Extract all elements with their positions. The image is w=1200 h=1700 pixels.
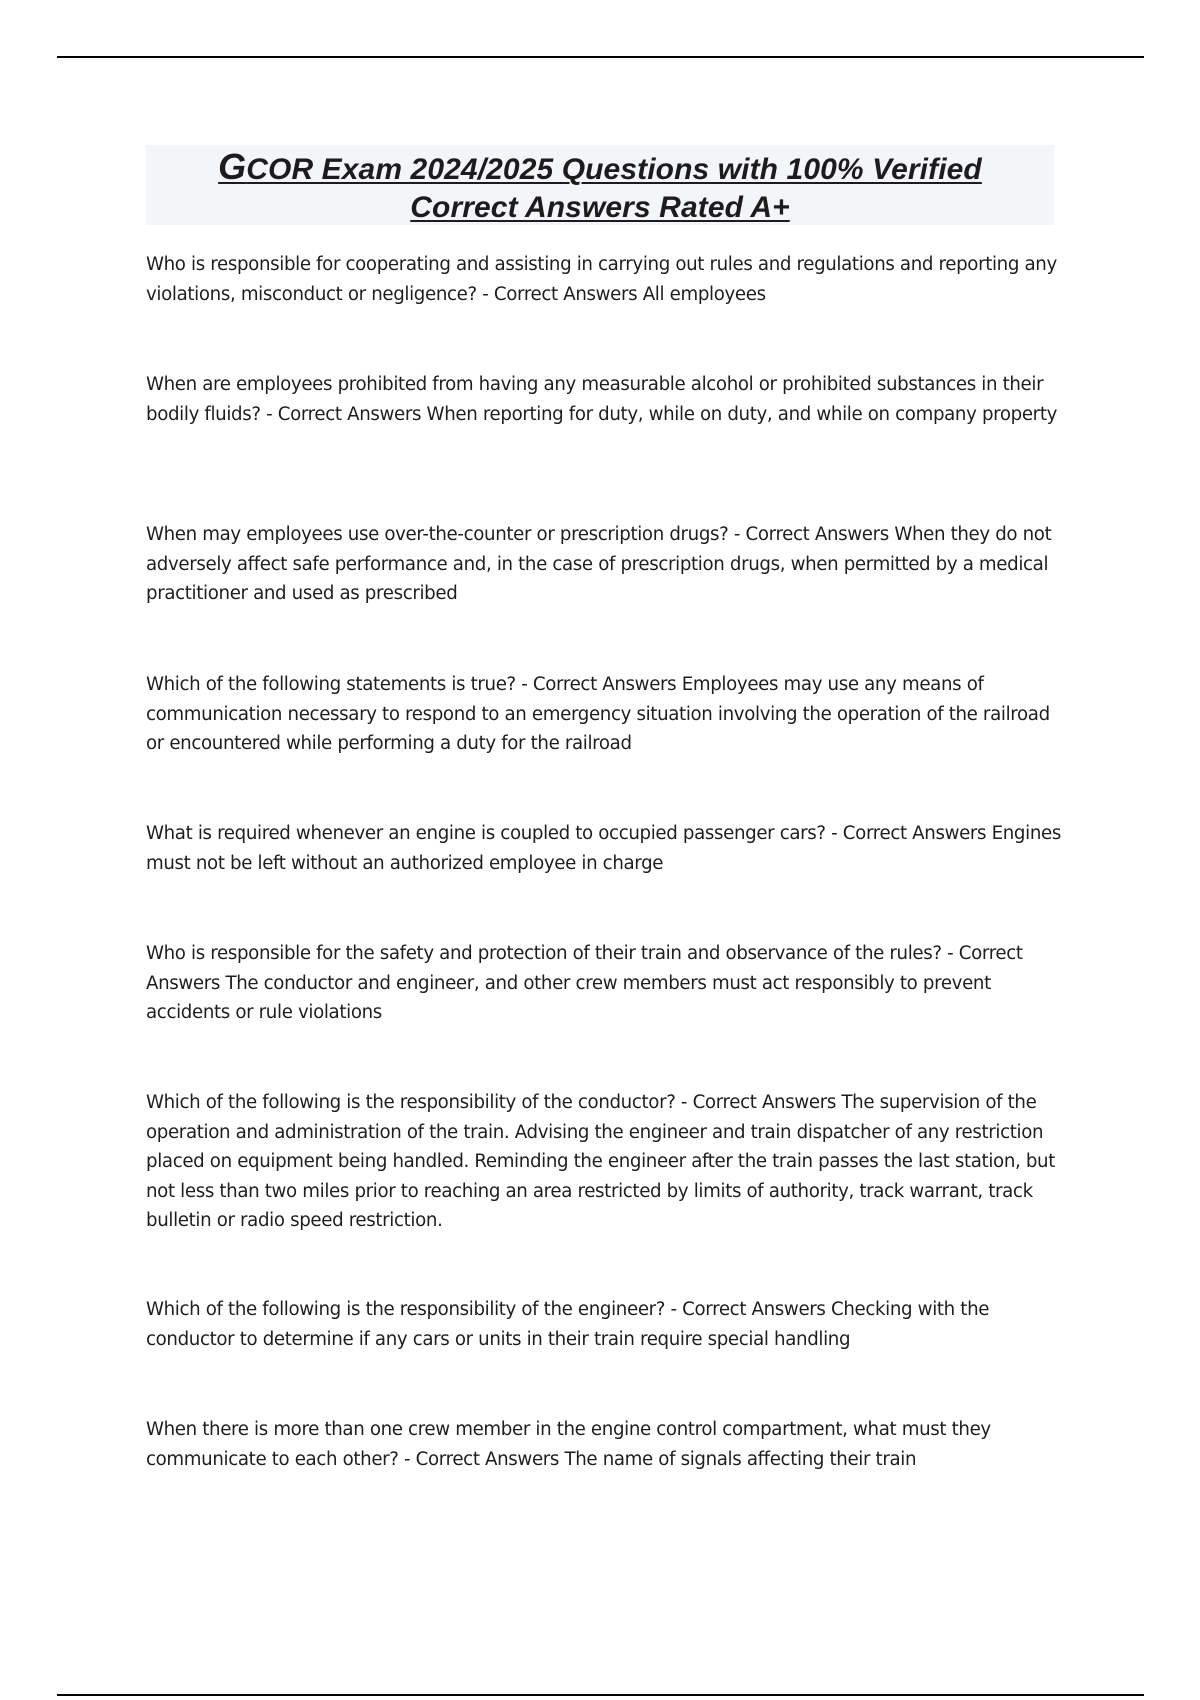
qa-item-3: When may employees use over-the-counter or prescription drugs? - Correct Answers When they do not adversely affect safe performance and, in the case of prescription drugs, when permitted by a medical practitioner and used as prescribed — [146, 524, 1052, 604]
qa-item-2: When are employees prohibited from having any measurable alcohol or prohibited substances in their bodily fluids? - Correct Answers When reporting for duty, while on duty, and while on company property — [146, 374, 1058, 425]
footer-rule — [57, 1694, 1144, 1696]
qa-item-9: When there is more than one crew member in the engine control compartment, what must they communicate to each other? - Correct Answers The name of signals affecting their train — [146, 1419, 991, 1470]
qa-item-5: What is required whenever an engine is coupled to occupied passenger cars? - Correct Answers Engines must not be left without an authorized employee in charge — [146, 823, 1061, 874]
document-title — [146, 145, 1054, 227]
qa-item-4: Which of the following statements is true? - Correct Answers Employees may use any means of communication necessary to respond to an emergency situation involving the operation of the railroad or encountered while performing a duty for the railroad — [146, 674, 1050, 754]
qa-item-1: Who is responsible for cooperating and assisting in carrying out rules and regulations and reporting any violations, misconduct or negligence? - Correct Answers All employees — [146, 254, 1057, 305]
title-line-1: COR Exam 2024/2025 Questions with 100% Verified — [246, 153, 982, 186]
title-banner — [146, 145, 1054, 225]
qa-item-6: Who is responsible for the safety and protection of their train and observance of the rules? - Correct Answers The conductor and engineer, and other crew members must act responsibly to prevent accidents or rule violations — [146, 943, 1023, 1023]
qa-item-7: Which of the following is the responsibility of the conductor? - Correct Answers The supervision of the operation and administration of the train. Advising the engineer and train dispatcher of any restriction placed on equipment being handled. Reminding the engineer after the train passes the last station, but not less than two miles prior to reaching an area restricted by limits of authority, track warrant, track bulletin or radio speed restriction. — [146, 1092, 1056, 1231]
qa-item-8: Which of the following is the responsibility of the engineer? - Correct Answers Checking with the conductor to determine if any cars or units in their train require special handling — [146, 1299, 990, 1350]
title-line-2: Correct Answers Rated A+ — [410, 191, 790, 224]
title-initial: G — [218, 146, 247, 187]
header-rule — [57, 56, 1144, 58]
